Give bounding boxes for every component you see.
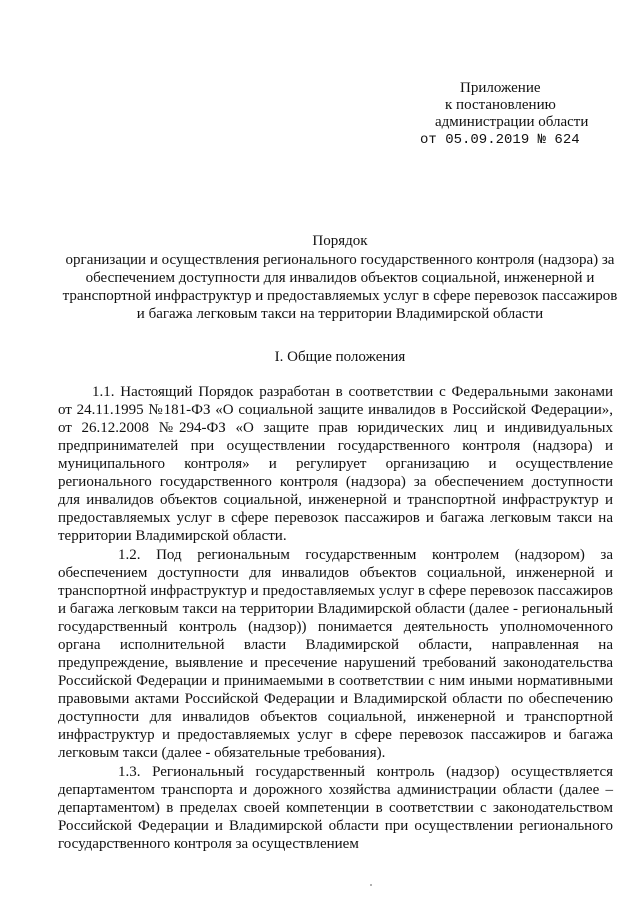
scan-speck [370,884,372,886]
appendix-block [410,80,620,149]
document-subtitle: организации и осуществления регионального государственного контроля (надзора) за обеспечением доступности для инвалидов объектов социальной, инженерной и транспортной инфраструктур и предоставляемых услуг в сфере перевозок пассажиров и багажа легковым такси на территории Владимирской области [62,252,618,322]
document-name: Порядок [312,233,368,249]
appendix-date-number: от 05.09.2019 № 624 [420,132,580,148]
document-title-block [60,232,620,323]
document-body [58,383,613,853]
appendix-label: Приложение [460,80,541,96]
paragraph-1-2: 1.2. Под региональным государственным контролем (надзором) за обеспечением доступности для инвалидов объектов социальной, инженерной и транспортной инфраструктур и предоставляемых услуг в сфере перевозок пассажиров и багажа легковым такси на территории Владимирской области (далее - региональный государственный контроль (надзор)) понимается деятельность уполномоченного органа исполнительной власти Владимирской области, направленная на предупреждение, выявление и пресечение нарушений требований законодательства Российской Федерации и принимаемыми в соответствии с ним иными нормативными правовыми актами Российской Федерации и Владимирской области по обеспечению доступности для инвалидов объектов социальной, инженерной и транспортной инфраструктур и предоставляемых услуг в сфере перевозок пассажиров и багажа легковым такси (далее - обязательные требования). [58,547,613,761]
appendix-resolution-ref: к постановлению [445,97,556,113]
section-heading: I. Общие положения [274,349,406,365]
paragraph-1-1: 1.1. Настоящий Порядок разработан в соответствии с Федеральными законами от 24.11.1995 №181-ФЗ «О социальной защите инвалидов в Российской Федерации», от 26.12.2008 №294-ФЗ «О защите прав юридических лиц и индивидуальных предпринимателей при осуществлении государственного контроля (надзора) и муниципального контроля» и регулирует организацию и осуществление регионального государственного контроля (надзора) за обеспечением доступности для инвалидов объектов социальной, инженерной и транспортной инфраструктур и предоставляемых услуг в сфере перевозок пассажиров и багажа легковым такси на территории Владимирской области. [58,384,613,544]
appendix-issuer: администрации области [435,114,589,130]
paragraph-1-3: 1.3. Региональный государственный контроль (надзор) осуществляется департаментом транспорта и дорожного хозяйства администрации области (далее – департаментом) в пределах своей компетенции в соответствии с законодательством Российской Федерации и Владимирской области при осуществлении регионального государственного контроля за осуществлением [58,764,613,852]
